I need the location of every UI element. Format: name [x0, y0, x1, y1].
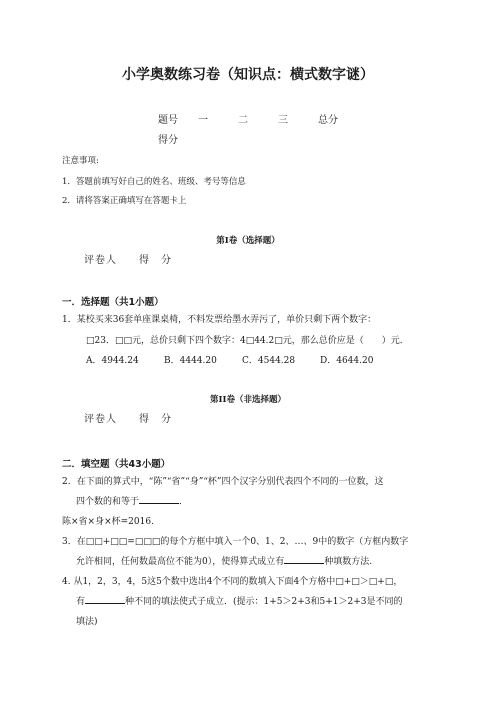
question-1-line2: □23．□□元，总价只剩下四个数字：4□44.2□元，那么总价应是（ ）元． — [86, 336, 409, 346]
question-4-line2 — [76, 593, 403, 611]
part1-title: 第I卷（选择题） — [216, 236, 280, 246]
answer-blank — [284, 553, 324, 564]
page-title: 小学奥数练习卷（知识点：横式数字谜） — [122, 67, 374, 83]
grader-label: 评卷人 — [84, 414, 117, 425]
option-a: A．4944.24 — [86, 356, 139, 366]
section-heading: 一．选择题（共1小题） — [62, 297, 164, 308]
grader-label: 评卷人 — [84, 255, 117, 266]
question-3-line2 — [76, 553, 372, 571]
score-label: 得 分 — [139, 414, 172, 425]
score-header-cell: 总分 — [318, 114, 338, 126]
question-3-tail: 种填数方法. — [324, 557, 373, 567]
score-header-cell: 三 — [278, 114, 288, 126]
question-4-line1: 4. 从1，2，3，4，5这5个数中选出4个不同的数填入下面4个方格中□+□＞□+□， — [62, 577, 403, 587]
score-header-cell: 一 — [198, 114, 208, 126]
option-c: C．4544.28 — [242, 356, 296, 366]
option-d: D．4644.20 — [320, 356, 374, 366]
question-2-line3: 陈×省×身×杯=2016. — [62, 517, 154, 527]
question-1-options — [86, 352, 398, 370]
answer-blank — [139, 493, 179, 504]
question-2-line1: 2．在下面的算式中，“陈”“省”“身”“杯”四个汉字分别代表四个不同的一位数，这 — [62, 477, 384, 487]
score-label: 得 分 — [139, 255, 172, 266]
notice-heading: 注意事项: — [62, 156, 99, 166]
notice-item: 2．请将答案正确填写在答题卡上 — [62, 196, 187, 206]
score-header-cell: 二 — [238, 114, 248, 126]
grader-box — [84, 410, 194, 425]
question-4-line3: 填法) — [76, 617, 98, 627]
option-b: B．4444.20 — [164, 356, 217, 366]
question-3-line1: 3．在□□+□□=□□□的每个方框中填入一个0、1、2、…、9中的数字（方框内数字 — [62, 537, 409, 547]
score-header-cell: 题号 — [158, 114, 178, 126]
score-row-label: 得分 — [158, 134, 178, 146]
score-table-row — [158, 128, 358, 148]
section-heading: 二．填空题（共43小题） — [62, 459, 171, 470]
part2-title: 第II卷（非选择题） — [210, 395, 286, 405]
question-2-text: 四个数的和等于 — [76, 497, 140, 507]
score-table-header — [158, 108, 358, 128]
question-4-tail: 种不同的填法使式子成立．(提示：1+5＞2+3和5+1＞2+3是不同的 — [125, 597, 403, 607]
question-3-text: 允许相同，任何数最高位不能为0），使得算式成立有 — [76, 557, 285, 567]
score-table — [158, 108, 358, 148]
question-1-line1: 1．某校买来36套单座课桌椅，不料发票给墨水弄污了，单价只剩下两个数字： — [62, 315, 377, 325]
notice-item: 1．答题前填写好自己的姓名、班级、考号等信息 — [62, 177, 246, 187]
question-4-text: 有 — [76, 597, 86, 607]
grader-box — [84, 251, 194, 266]
question-2-punct: ． — [179, 497, 189, 507]
question-2-line2 — [76, 493, 188, 511]
answer-blank — [85, 593, 125, 604]
